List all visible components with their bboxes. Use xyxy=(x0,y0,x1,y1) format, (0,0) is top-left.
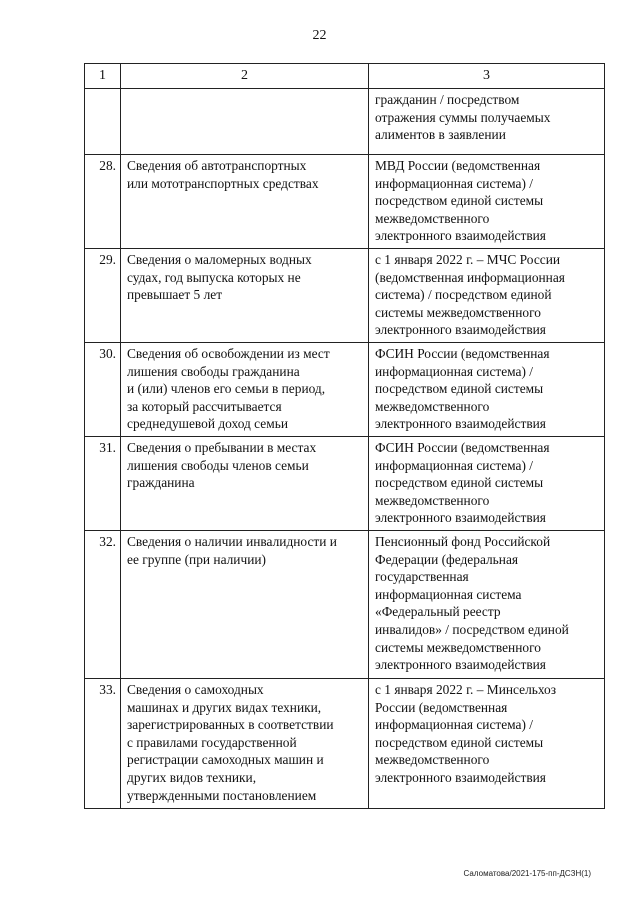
description-line: или мототранспортных средствах xyxy=(127,175,319,191)
source-line: электронного взаимодействия xyxy=(375,322,546,338)
information-source xyxy=(369,679,605,809)
table-row xyxy=(85,531,605,679)
description-line: Сведения о самоходных xyxy=(127,682,264,697)
row-number: 31. xyxy=(85,437,121,531)
information-description xyxy=(121,531,369,679)
information-description xyxy=(121,679,369,809)
description-line: регистрации самоходных машин и xyxy=(127,752,324,768)
source-line: межведомственного xyxy=(375,210,490,226)
source-line: информационная система) / xyxy=(375,717,534,733)
information-source xyxy=(369,249,605,343)
description-line: Сведения о маломерных водных xyxy=(127,252,312,267)
source-line: с 1 января 2022 г. – МЧС России xyxy=(375,252,561,267)
source-line: электронного взаимодействия xyxy=(375,510,546,526)
information-source xyxy=(369,437,605,531)
row-number: 28. xyxy=(85,155,121,249)
row-number xyxy=(85,89,121,155)
source-line: посредством единой системы xyxy=(375,734,544,750)
description-line: машинах и других видах техники, xyxy=(127,699,322,715)
table-row xyxy=(85,437,605,531)
source-line: информационная система) / xyxy=(375,175,534,191)
description-line: Сведения о наличии инвалидности и xyxy=(127,534,337,549)
information-description xyxy=(121,437,369,531)
row-number: 30. xyxy=(85,343,121,437)
source-line: информационная система) / xyxy=(375,457,534,473)
description-line: превышает 5 лет xyxy=(127,287,223,303)
information-source xyxy=(369,155,605,249)
services-table xyxy=(84,63,605,809)
row-number: 29. xyxy=(85,249,121,343)
source-line: алиментов в заявлении xyxy=(375,127,506,143)
row-number: 33. xyxy=(85,679,121,809)
table-row xyxy=(85,343,605,437)
source-line: электронного взаимодействия xyxy=(375,769,546,785)
table-row xyxy=(85,155,605,249)
source-line: ФСИН России (ведомственная xyxy=(375,440,550,455)
table-row xyxy=(85,249,605,343)
description-line: среднедушевой доход семьи xyxy=(127,416,288,432)
table-header-row xyxy=(85,64,605,89)
table-row xyxy=(85,89,605,155)
column-header-2: 2 xyxy=(121,64,369,89)
description-line: Сведения об автотранспортных xyxy=(127,158,307,173)
source-line: «Федеральный реестр xyxy=(375,604,501,620)
source-line: отражения суммы получаемых xyxy=(375,109,551,125)
source-line: межведомственного xyxy=(375,492,490,508)
information-description xyxy=(121,155,369,249)
source-line: системы межведомственного xyxy=(375,639,541,655)
description-line: за который рассчитывается xyxy=(127,398,282,414)
information-source xyxy=(369,531,605,679)
page-number: 22 xyxy=(312,28,327,43)
source-line: посредством единой системы xyxy=(375,475,544,491)
description-line: Сведения о пребывании в местах xyxy=(127,440,317,455)
source-line: инвалидов» / посредством единой xyxy=(375,621,569,637)
description-line: лишения свободы гражданина xyxy=(127,363,300,379)
document-code: Саломатова/2021-175-пп-ДСЗН(1) xyxy=(463,869,591,878)
description-line: Сведения об освобождении из мест xyxy=(127,346,330,361)
information-description xyxy=(121,343,369,437)
description-line: других видов техники, xyxy=(127,769,257,785)
information-source xyxy=(369,343,605,437)
source-line: (ведомственная информационная xyxy=(375,269,565,285)
information-description xyxy=(121,89,369,155)
source-line: государственная xyxy=(375,569,469,585)
source-line: межведомственного xyxy=(375,398,490,414)
source-line: электронного взаимодействия xyxy=(375,228,546,244)
description-line: ее группе (при наличии) xyxy=(127,551,266,567)
information-source xyxy=(369,89,605,155)
source-line: гражданин / посредством xyxy=(375,92,520,107)
description-line: с правилами государственной xyxy=(127,734,297,750)
source-line: электронного взаимодействия xyxy=(375,416,546,432)
source-line: с 1 января 2022 г. – Минсельхоз xyxy=(375,682,557,697)
source-line: России (ведомственная xyxy=(375,699,508,715)
source-line: системы межведомственного xyxy=(375,304,541,320)
source-line: Федерации (федеральная xyxy=(375,551,519,567)
description-line: судах, год выпуска которых не xyxy=(127,269,301,285)
column-header-3: 3 xyxy=(369,64,605,89)
source-line: МВД России (ведомственная xyxy=(375,158,541,173)
source-line: система) / посредством единой xyxy=(375,287,552,303)
row-number: 32. xyxy=(85,531,121,679)
source-line: информационная система) / xyxy=(375,363,534,379)
source-line: информационная система xyxy=(375,586,522,602)
description-line: утвержденными постановлением xyxy=(127,787,317,803)
description-line: зарегистрированных в соответствии xyxy=(127,717,334,733)
description-line: лишения свободы членов семьи xyxy=(127,457,309,473)
source-line: посредством единой системы xyxy=(375,193,544,209)
source-line: посредством единой системы xyxy=(375,381,544,397)
description-line: гражданина xyxy=(127,475,195,491)
source-line: ФСИН России (ведомственная xyxy=(375,346,550,361)
source-line: электронного взаимодействия xyxy=(375,657,546,673)
table-row xyxy=(85,679,605,809)
source-line: межведомственного xyxy=(375,752,490,768)
description-line: и (или) членов его семьи в период, xyxy=(127,381,326,397)
information-description xyxy=(121,249,369,343)
column-header-1: 1 xyxy=(85,64,121,89)
source-line: Пенсионный фонд Российской xyxy=(375,534,551,549)
